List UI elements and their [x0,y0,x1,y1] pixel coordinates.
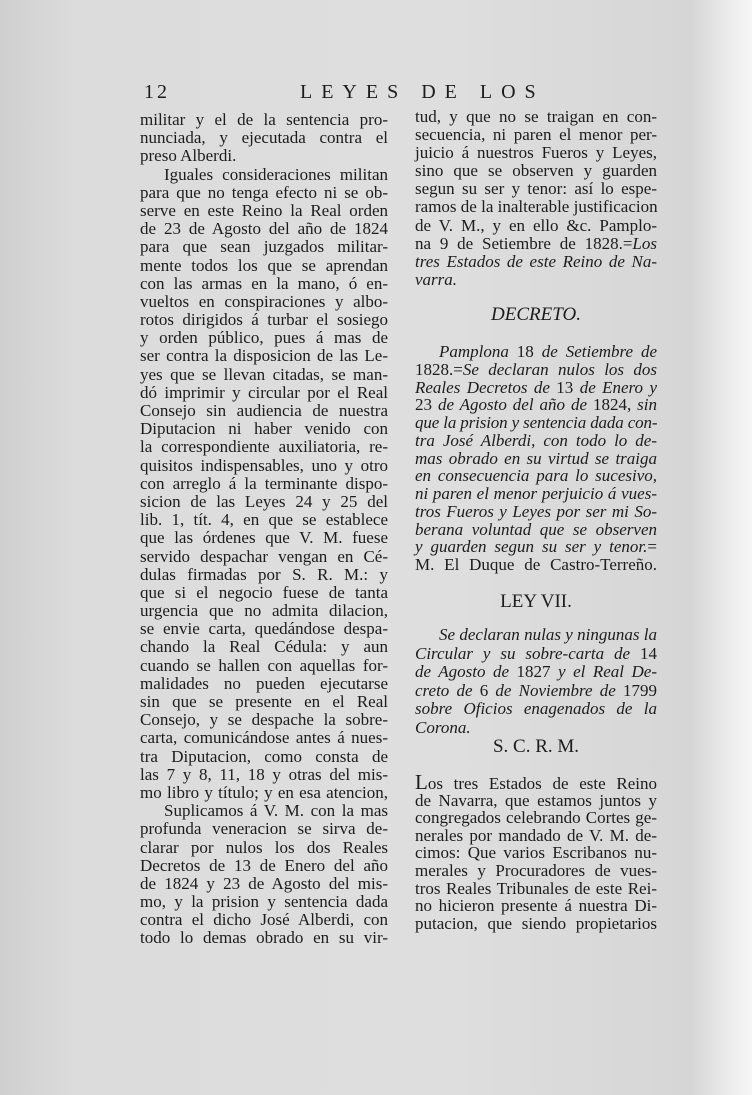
text-line [415,396,657,414]
text-line: vueltos en conspiraciones y albo- [140,291,388,311]
text-line: malidades no pueden ejecutarse [140,673,388,693]
roman-text: cimos: Que varios Escribanos nu- [415,843,657,863]
roman-text: ramos de la inalterable justificacion [415,197,658,217]
text-line [415,162,657,180]
roman-text: os tres Estados de este Reino [427,774,657,793]
page-number: 12 [144,81,170,103]
text-line [415,180,657,198]
text-line: chando la Real Cédula: y aun [140,637,388,657]
italic-text: tros Fueros y Leyes por ser mi So- [415,501,657,521]
text-line [415,626,657,645]
roman-text: 14 [630,643,657,663]
left-column [140,111,388,948]
running-head: LEYES DE LOS [300,81,545,103]
roman-text: M. El Duque de Castro-Terreño. [415,555,657,574]
text-line: militar y el de la sentencia pro- [140,110,388,129]
text-line [415,880,657,898]
text-line: mo libro y título; y en esa atencion, [140,782,388,802]
text-line [415,144,657,162]
italic-text: Pamplona [439,342,509,361]
text-line: lib. 1, tít. 4, en que se establece [140,510,388,530]
text-line: Iguales consideraciones militan [164,164,388,184]
salutation: S. C. R. M. [492,736,580,757]
text-line [415,862,657,880]
text-line: todo lo demas obrado en su vir- [140,928,388,948]
text-line: que las órdenes que V. M. fuese [140,528,388,548]
italic-text: Se declaran nulos los dos [462,359,657,379]
text-line [415,467,657,485]
italic-text: Se declaran nulas y ningunas la [439,625,657,644]
text-line: urgencia que no admita dilacion, [140,601,388,621]
italic-text: y el Real De- [558,662,658,682]
italic-text: berana voluntad que se observen [415,519,657,539]
text-line [415,485,657,503]
italic-text: Circular y su sobre-carta de [415,643,631,663]
text-line [415,253,657,271]
italic-text: creto de [415,680,473,700]
roman-text: de V. M., y en ello &c. Pamplo- [415,215,657,235]
text-line [415,450,657,468]
text-line: de 23 de Agosto del año de 1824 [140,219,388,239]
text-line: dulas firmadas por S. R. M.: y [140,564,388,584]
text-line: mo, y la prision y sentencia dada [140,892,388,912]
text-line [415,235,657,253]
text-line: servido despachar vengan en Cé- [140,546,388,566]
roman-text: 23 [415,395,438,415]
roman-text: 18 [508,342,542,361]
text-line [415,897,657,915]
italic-text: de Noviembre de [495,680,616,700]
roman-text: de Navarra, que estamos juntos y [415,790,657,810]
text-line: para que no tenga efecto ni se ob- [140,182,388,202]
italic-text: tres Estados de este Reino de Na- [415,251,657,271]
roman-text: merales y Procuradores de vues- [415,860,657,880]
text-line [415,361,657,379]
text-line: dó imprimir y circular por el Real [140,382,388,402]
text-line [415,126,657,144]
text-line: serve en este Reino la Real orden [140,200,388,220]
text-line: clarar por nulos los dos Reales [140,837,388,857]
roman-text: = [647,537,657,557]
text-line [415,379,657,397]
text-line [415,521,657,539]
text-line [415,556,657,574]
text-line: cuando se hallen con aquellas for- [140,655,388,675]
text-line [415,770,657,794]
roman-text: sino que se observen y guarden [415,161,657,181]
text-line: de 1824 y 23 de Agosto del mis- [140,873,388,893]
text-line: Suplicamos á V. M. con la mas [164,801,388,821]
ley-summary [415,626,657,738]
text-line [415,844,657,862]
italic-text: de Agosto del año de [437,395,588,415]
decreto-heading: DECRETO. [491,304,581,325]
roman-text: 1799 [615,680,657,700]
text-line [415,792,657,810]
italic-text: Los [632,233,657,253]
italic-text: de Enero y [579,377,657,397]
text-line [415,217,657,235]
text-line [415,432,657,450]
italic-text: de Setiembre de [541,342,658,361]
text-line [415,719,657,738]
text-line [415,538,657,556]
text-line [415,700,657,719]
roman-text: nerales por mandado de V. M. de- [415,825,657,845]
text-line: carta, comunicándose antes á nues- [140,728,388,748]
text-line: con arreglo á la terminante dispo- [140,473,388,493]
text-line: Consejo, y se despache la sobre- [140,710,388,730]
roman-text: juicio á nuestros Fueros y Leyes, [415,143,657,163]
roman-text: putacion, que siendo propietarios [415,913,657,933]
text-line: sin que se presente en el Real [140,692,388,711]
text-line: preso Alberdi. [140,146,237,166]
italic-text: ni paren el menor perjuicio á vues- [415,484,657,503]
text-line: quisitos indispensables, uno y otro [140,455,388,475]
text-line: se envie carta, quedándose despa- [140,619,388,639]
petition-conclusion [415,108,657,289]
roman-text: tros Reales Tribunales de este Rei- [415,878,657,898]
text-line [415,827,657,845]
text-line [415,108,657,126]
italic-text: en consecuencia para lo sucesivo, [415,466,657,486]
italic-text: varra. [415,269,458,289]
italic-text: y guarden segun su ser y tenor. [415,537,648,557]
ley-heading: LEY VII. [500,591,572,612]
roman-text: na 9 de Setiembre de 1828.= [415,233,633,253]
text-line: contra el dicho José Alberdi, con [140,910,388,930]
text-line [415,645,657,664]
text-line: la correspondiente auxiliatoria, re- [140,437,388,457]
italic-text: sin [637,395,658,415]
text-line: mente todos los que se aprendan [140,255,388,275]
text-line [415,271,657,289]
text-line: para que sean juzgados militar- [140,237,388,257]
text-line [415,663,657,682]
text-line: tra Diputacion, como consta de [140,746,388,766]
text-line [415,809,657,827]
text-line [415,503,657,521]
italic-text: sobre Oficios enagenados de la [415,699,657,719]
text-line: Decretos de 13 de Enero del año [140,855,388,875]
roman-text: 1824, [587,395,638,415]
initial-letter: L [415,770,428,794]
decreto-text [415,343,657,574]
text-line: sicion de las Leyes 24 y 25 del [140,491,388,511]
text-line: ser contra la disposicion de las Le- [140,346,388,366]
roman-text: 1828.= [415,359,463,379]
italic-text: tra José Alberdi, con todo lo de- [415,430,657,450]
roman-text: segun su ser y tenor: así lo espe- [415,179,657,199]
italic-text: de Agosto de [415,662,510,682]
roman-text: congregados celebrando Cortes ge- [415,808,657,828]
roman-text: secuencia, ni paren el menor per- [415,125,657,145]
text-line: y orden público, pues á mas de [140,328,388,348]
text-line [415,198,657,216]
text-line: yes que se llevan citadas, se man- [140,364,388,384]
roman-text: no hicieron presente á nuestra Di- [415,896,657,916]
italic-text: que la prision y sentencia dada con- [415,413,658,432]
roman-text: 6 [472,680,496,700]
roman-text: 13 [549,377,580,397]
text-line: Diputacion ni haber venido con [140,419,388,439]
text-line: las 7 y 8, 11, 18 y otras del mis- [140,764,388,784]
text-line: con las armas en la mano, ó en- [140,273,388,293]
text-line: Consejo sin audiencia de nuestra [140,401,388,420]
text-line [415,414,657,432]
italic-text: Corona. [415,717,471,737]
italic-text: Reales Decretos de [415,377,550,397]
petition-text [415,770,657,933]
text-line [415,343,657,361]
text-line: profunda veneracion se sirva de- [140,819,388,839]
roman-text: 1827 [509,662,559,682]
text-line [415,682,657,701]
italic-text: mas obrado en su virtud se traiga [415,448,657,468]
text-line: nunciada, y ejecutada contra el [140,128,388,148]
roman-text: tud, y que no se traigan en con- [415,107,657,126]
text-line: que si el negocio fuese de tanta [140,582,388,602]
text-line: rotos dirigidos á turbar el sosiego [140,310,388,330]
text-line [415,915,657,933]
